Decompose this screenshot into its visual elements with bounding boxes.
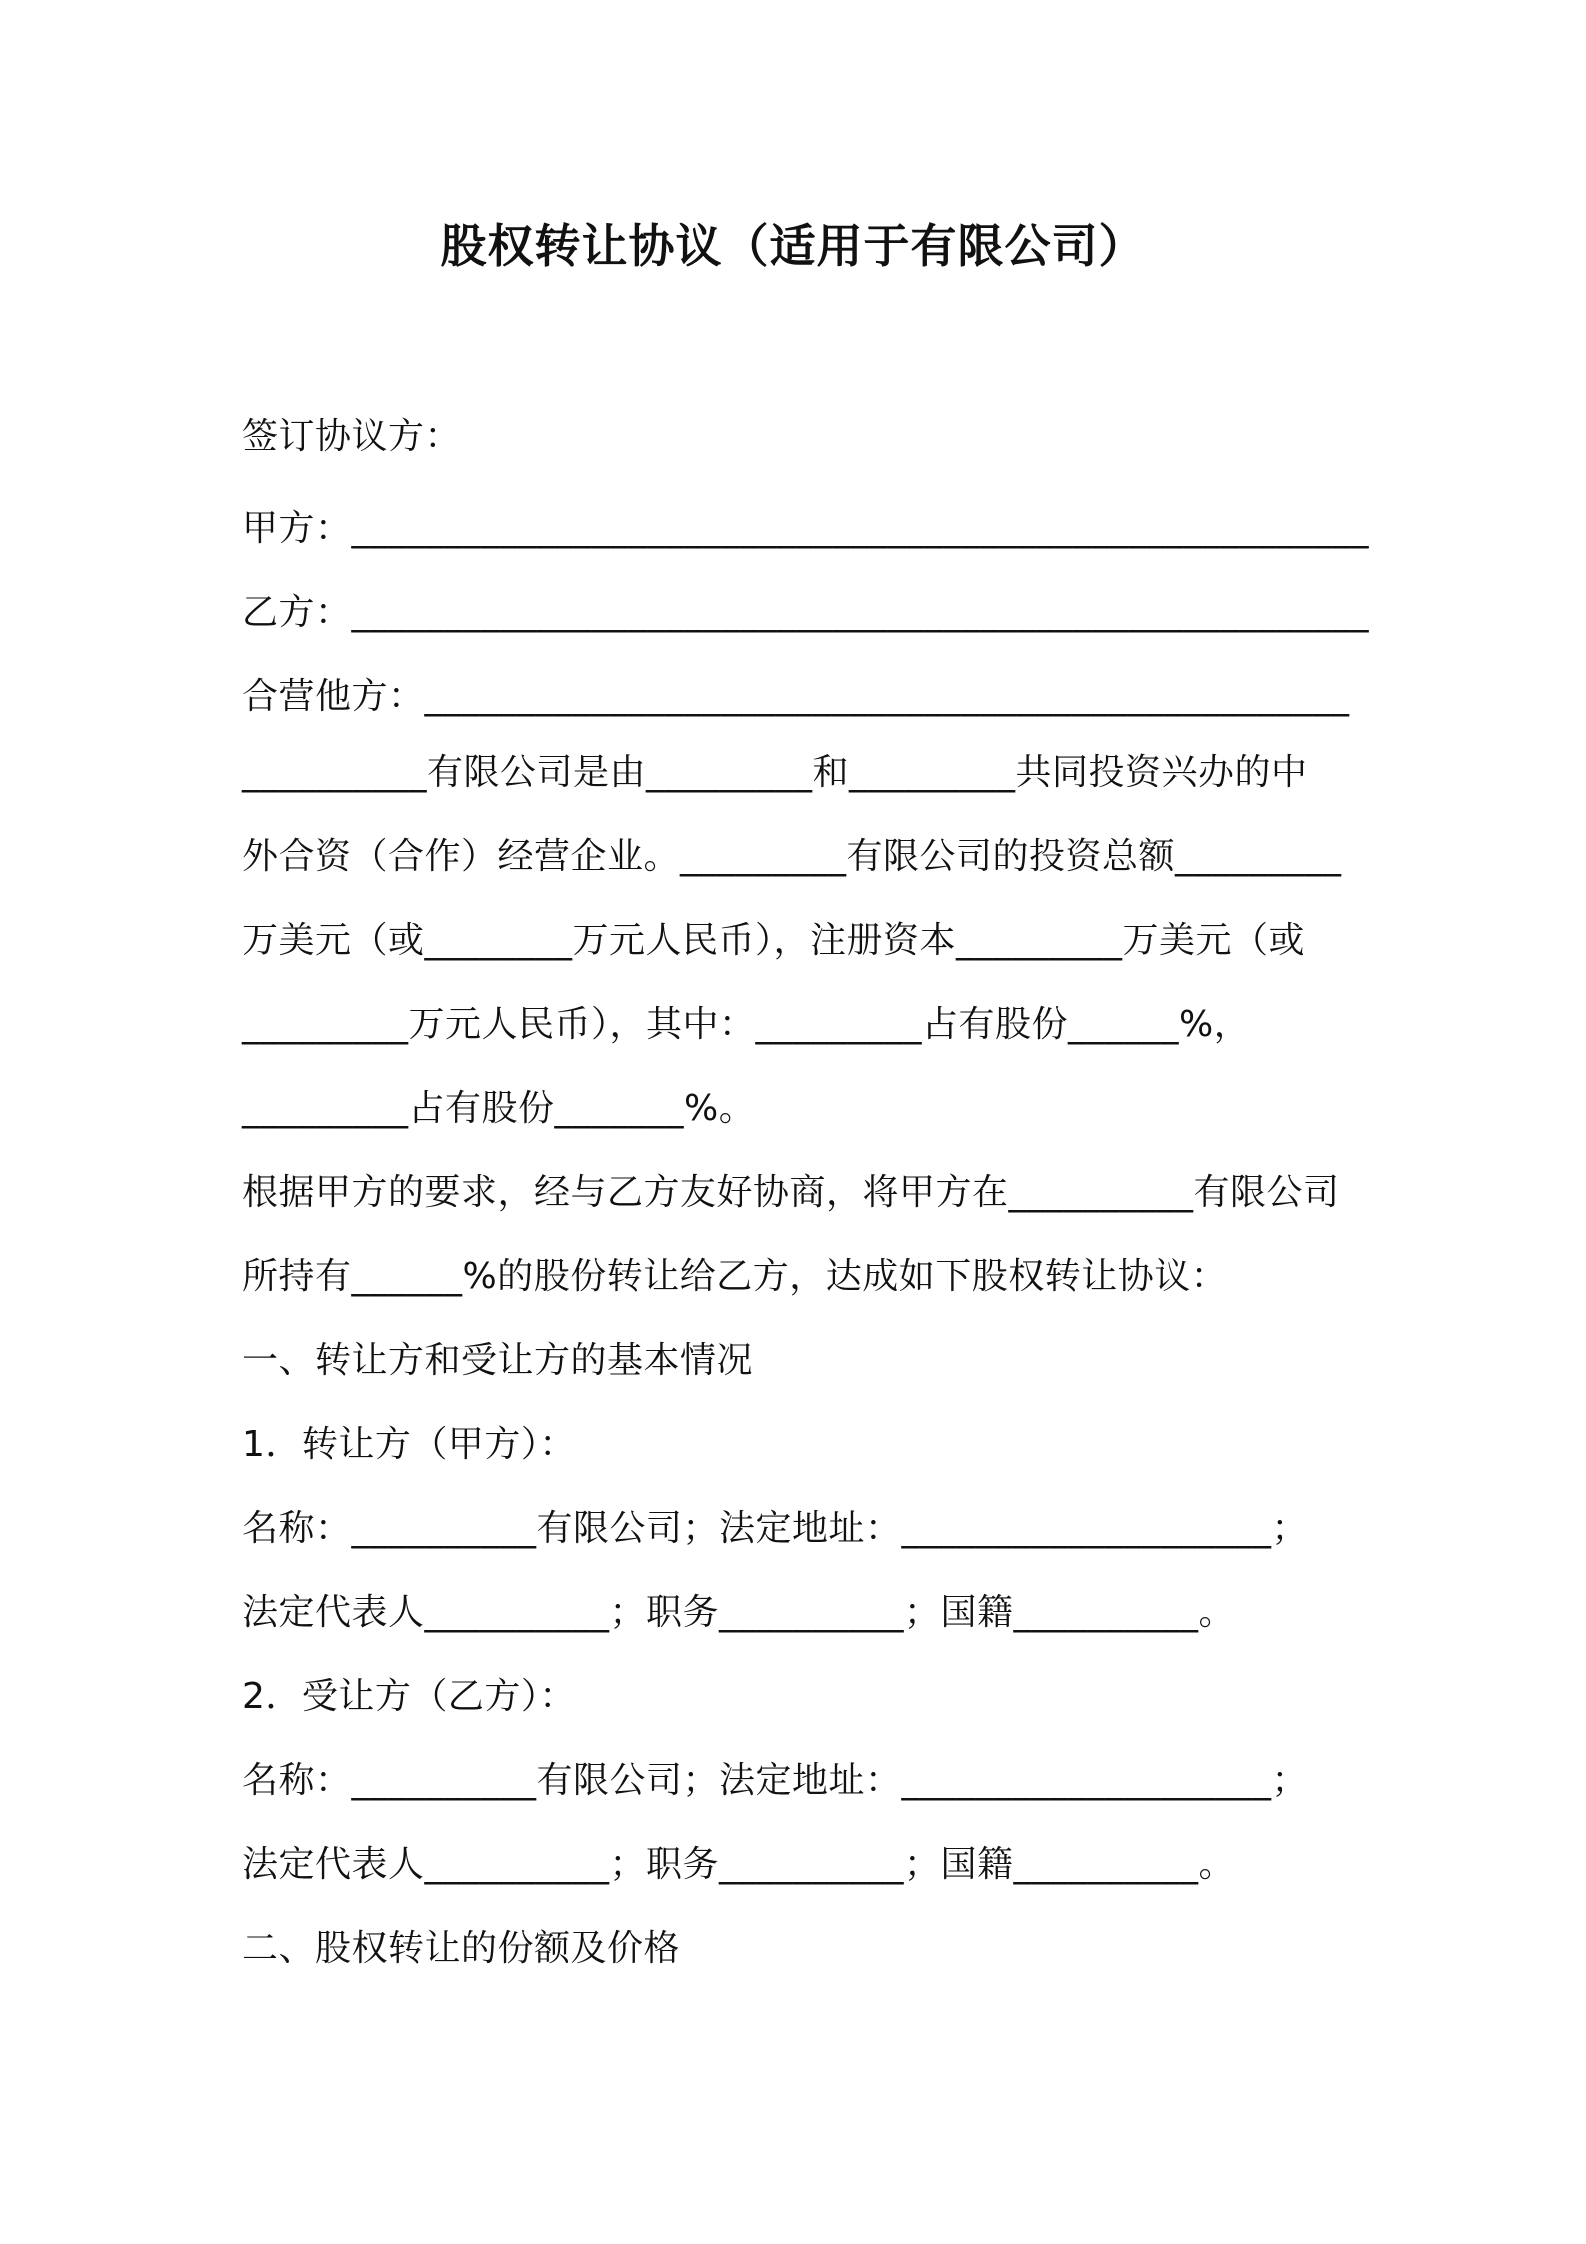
paragraph-line: 根据甲方的要求，经与乙方友好协商，将甲方在__________有限公司 [242,1172,1340,1213]
signing-parties-heading: 签订协议方： [242,416,462,457]
transferor-representative-line: 法定代表人__________；职务__________；国籍__________。 [242,1592,1236,1633]
subsection-heading: 2．受让方（乙方）： [242,1676,576,1717]
transferee-representative-line: 法定代表人__________；职务__________；国籍__________。 [242,1844,1236,1885]
section-heading: 一、转让方和受让方的基本情况 [242,1340,754,1381]
paragraph-line: __________有限公司是由_________和_________共同投资兴办的中 [242,752,1308,793]
document-title: 股权转让协议（适用于有限公司） [440,219,1146,273]
transferor-name-address-line: 名称：__________有限公司；法定地址：____________________； [242,1508,1309,1549]
other-joint-venture-party-line: 合营他方：__________________________________________________ [242,676,1350,717]
party-b-line: 乙方：_______________________________________________________ [242,592,1369,633]
paragraph-line: _________万元人民币），其中：_________占有股份______%， [242,1004,1251,1045]
paragraph-line: _________占有股份_______%。 [242,1088,756,1129]
paragraph-line: 万美元（或________万元人民币），注册资本_________万美元（或 [242,920,1306,961]
section-heading: 二、股权转让的份额及价格 [242,1928,681,1969]
party-a-line: 甲方：_______________________________________________________ [242,508,1369,549]
transferee-name-address-line: 名称：__________有限公司；法定地址：____________________； [242,1760,1309,1801]
subsection-heading: 1．转让方（甲方）： [242,1424,576,1465]
paragraph-line: 外合资（合作）经营企业。_________有限公司的投资总额_________ [242,836,1342,877]
paragraph-line: 所持有______%的股份转让给乙方，达成如下股权转让协议： [242,1256,1228,1297]
